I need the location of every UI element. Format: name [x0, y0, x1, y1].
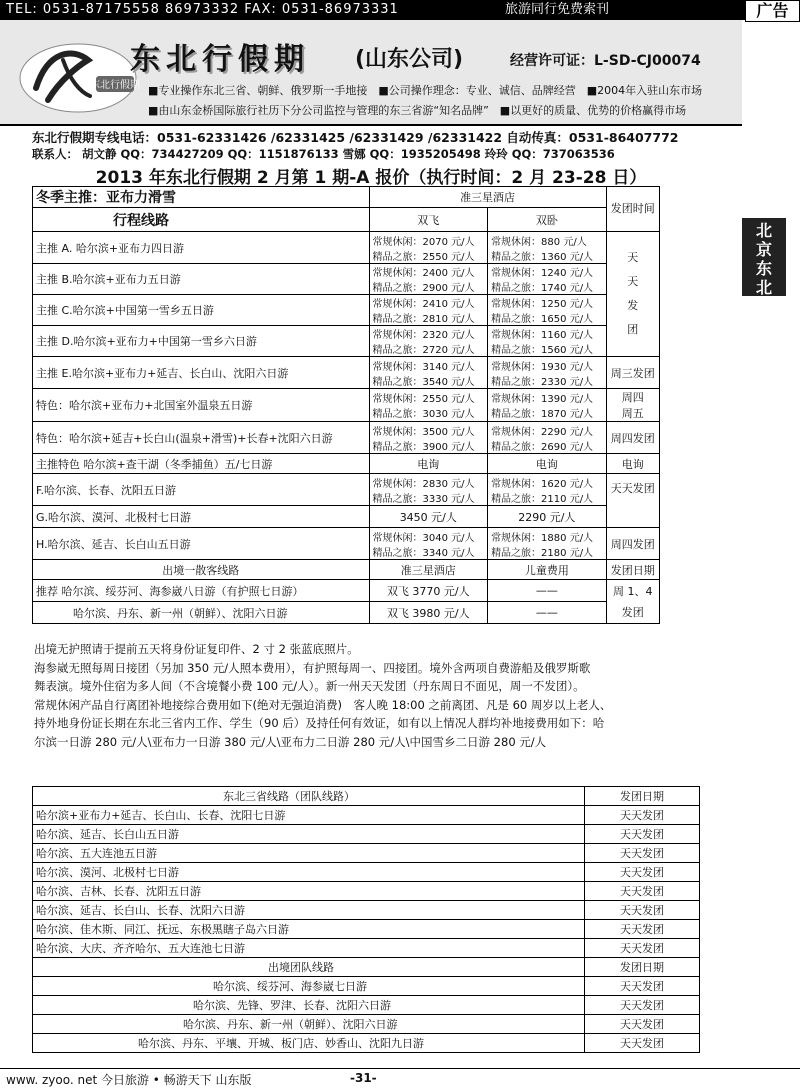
side-tab: [742, 218, 786, 296]
depart-date-header: 发团日期: [606, 560, 659, 580]
route-name: 主推 A. 哈尔滨+亚布力四日游: [33, 232, 370, 264]
fax-tel: TEL: 0531-87175558 86973332 FAX: 0531-86973331: [6, 2, 399, 17]
footer-site: www. zyoo. net 今日旅游 • 畅游天下 山东版: [6, 1073, 252, 1087]
shuangfei-header: 双飞: [369, 208, 488, 232]
route-name: 哈尔滨、延吉、长白山、长春、沈阳六日游: [33, 901, 585, 920]
route-name: 主推 E.哈尔滨+亚布力+延吉、长白山、沈阳六日游: [33, 357, 370, 389]
depart-day: 天天发团: [585, 806, 700, 825]
depart-day: 发团: [606, 602, 659, 624]
note-line: 尔滨一日游 280 元/人\亚布力一日游 380 元/人\亚布力二日游 280 元/人\中国雪乡二日游 280 元/人: [34, 734, 547, 749]
side-tab-char: 东: [755, 259, 772, 278]
contacts: 联系人： 胡文静 QQ：734427209 QQ：1151876133 雪娜 QQ：1935205498 玲玲 QQ：737063536: [32, 147, 615, 161]
route-name: H.哈尔滨、延吉、长白山五日游: [33, 528, 370, 560]
sleeper-price: 常规休闲：1160 元/人 精品之旅：1560 元/人: [488, 326, 607, 357]
outbound-group-header: 出境团队线路: [33, 958, 585, 977]
page-number: -31-: [350, 1071, 377, 1085]
daily-departure: 天 天 发 团: [606, 232, 659, 357]
flight-price: 常规休闲：2070 元/人 精品之旅：2550 元/人: [369, 232, 488, 264]
winter-main: 冬季主推：亚布力滑雪: [33, 187, 370, 208]
flight-price: 常规休闲：2410 元/人 精品之旅：2810 元/人: [369, 295, 488, 326]
date-header: 发团日期: [585, 958, 700, 977]
logo-text: 东北行假期: [90, 80, 140, 91]
route-name: 主推 B.哈尔滨+亚布力五日游: [33, 264, 370, 295]
license-number: 经营许可证：L-SD-CJ00074: [510, 53, 701, 69]
depart-day: 周四发团: [606, 528, 659, 560]
depart-day: 天天发团: [585, 825, 700, 844]
banner-line-2: ■由山东金桥国际旅行社历下分公司监控与管理的东三省游“知名品牌” ■以更好的质量、优势的价格赢得市场: [148, 104, 687, 117]
route-name: 哈尔滨、佳木斯、同江、抚远、东极黑瞎子岛六日游: [33, 920, 585, 939]
route-name: 哈尔滨、延吉、长白山五日游: [33, 825, 585, 844]
route-name: 哈尔滨、先锋、罗津、长春、沈阳六日游: [33, 996, 585, 1015]
sleeper-price: 常规休闲：880 元/人 精品之旅：1360 元/人: [488, 232, 607, 264]
depart-day: 天天发团: [585, 977, 700, 996]
group-header: 东北三省线路（团队线路）: [33, 787, 585, 806]
note-line: 常规休闲产品自行离团补地接综合费用如下(绝对无强迫消费) 客人晚 18:00 之前离团、凡是 60 周岁以上老人、: [34, 697, 612, 712]
depart-day: 天天发团: [585, 939, 700, 958]
depart-day: 天天发团: [585, 901, 700, 920]
depart-day: 周四发团: [606, 422, 659, 454]
flight-price: 常规休闲：3140 元/人 精品之旅：3540 元/人: [369, 357, 488, 389]
flight-price: 常规休闲：2830 元/人 精品之旅：3330 元/人: [369, 474, 488, 506]
depart-day: 周三发团: [606, 357, 659, 389]
slogan: 旅游同行免费索刊: [505, 2, 610, 17]
sleeper-price: 常规休闲：2290 元/人 精品之旅：2690 元/人: [488, 422, 607, 454]
sleeper-price: 常规休闲：1390 元/人 精品之旅：1870 元/人: [488, 389, 607, 422]
flight-price: 常规休闲：3040 元/人 精品之旅：3340 元/人: [369, 528, 488, 560]
route-name: 哈尔滨、五大连池五日游: [33, 844, 585, 863]
depart-day: 天天发团: [585, 863, 700, 882]
route-name: G.哈尔滨、漠河、北极村七日游: [33, 506, 370, 528]
sleeper-price: 常规休闲：1880 元/人 精品之旅：2180 元/人: [488, 528, 607, 560]
flight-price: 双飞 3770 元/人: [369, 580, 488, 602]
route-name: 推荐 哈尔滨、绥芬河、海参崴八日游（有护照七日游）: [33, 580, 370, 602]
shuangwo-header: 双卧: [488, 208, 607, 232]
route-name: 哈尔滨、丹东、新一州（朝鲜）、沈阳六日游: [33, 1015, 585, 1034]
outbound-header: 出境一散客线路: [33, 560, 370, 580]
route-header: 行程线路: [33, 208, 370, 232]
note-line: 舞表演。境外住宿为多人间（不含境餐小费 100 元/人）。新一州天天发团（丹东周日不面见，周一不发团）。: [34, 679, 585, 694]
depart-day: 天天发团: [606, 474, 659, 528]
route-name: 哈尔滨、丹东、平壤、开城、板门店、妙香山、沈阳九日游: [33, 1034, 585, 1053]
route-name: 特色：哈尔滨+延吉+长白山(温泉+滑雪)+长春+沈阳六日游: [33, 422, 370, 454]
group-route-table: [32, 786, 700, 1053]
route-name: 哈尔滨、绥芬河、海参崴七日游: [33, 977, 585, 996]
flight-price: 常规休闲：3500 元/人 精品之旅：3900 元/人: [369, 422, 488, 454]
route-name: 主推 D.哈尔滨+亚布力+中国第一雪乡六日游: [33, 326, 370, 357]
depart-day: 周 1、4: [606, 580, 659, 602]
route-name: F.哈尔滨、长春、沈阳五日游: [33, 474, 370, 506]
logo-icon: [18, 30, 143, 118]
flight-price: 电询: [369, 454, 488, 474]
depart-day: 天天发团: [585, 844, 700, 863]
note-line: 出境无护照请于提前五天将身份证复印件、2 寸 2 张蓝底照片。: [34, 642, 359, 656]
branch-name: (山东公司): [355, 47, 464, 72]
depart-day: 天天发团: [585, 882, 700, 901]
side-tab-char: 北: [755, 221, 772, 240]
outbound-hotel: 准三星酒店: [369, 560, 488, 580]
sleeper-price: 常规休闲：1240 元/人 精品之旅：1740 元/人: [488, 264, 607, 295]
sleeper-price: 常规休闲：1620 元/人 精品之旅：2110 元/人: [488, 474, 607, 506]
note-line: 海参崴无照每周日接团（另加 350 元/人照本费用），有护照每周一、四接团。境外含两项自费游船及俄罗斯歌: [34, 660, 591, 675]
route-name: 哈尔滨、吉林、长春、沈阳五日游: [33, 882, 585, 901]
depart-day: 天天发团: [585, 1034, 700, 1053]
route-name: 哈尔滨+亚布力+延吉、长白山、长春、沈阳七日游: [33, 806, 585, 825]
route-name: 主推特色 哈尔滨+查干湖（冬季捕鱼）五/七日游: [33, 454, 370, 474]
hotline: 东北行假期专线电话：0531-62331426 /62331425 /62331429 /62331422 自动传真：0531-86407772: [32, 130, 679, 145]
date-header: 发团日期: [585, 787, 700, 806]
route-name: 哈尔滨、漠河、北极村七日游: [33, 863, 585, 882]
side-tab-char: 北: [755, 278, 772, 297]
sleeper-price: 常规休闲：1250 元/人 精品之旅：1650 元/人: [488, 295, 607, 326]
depart-header: 发团时间: [606, 187, 659, 232]
sleeper-price: 常规休闲：1930 元/人 精品之旅：2330 元/人: [488, 357, 607, 389]
top-bar: [0, 0, 800, 20]
depart-day: 天天发团: [585, 1015, 700, 1034]
banner: [0, 20, 742, 126]
route-name: 哈尔滨、大庆、齐齐哈尔、五大连池七日游: [33, 939, 585, 958]
side-tab-char: 京: [755, 240, 772, 259]
depart-day: 天天发团: [585, 996, 700, 1015]
flight-price: 3450 元/人: [369, 506, 488, 528]
child-fee: ——: [488, 580, 607, 602]
banner-line-1: ■专业操作东北三省、朝鲜、俄罗斯一手地接 ■公司操作理念：专业、诚信、品牌经营 ■2004年入驻山东市场: [148, 84, 703, 97]
route-name: 主推 C.哈尔滨+中国第一雪乡五日游: [33, 295, 370, 326]
hotel-header: 准三星酒店: [369, 187, 606, 208]
price-table: [32, 186, 660, 624]
flight-price: 常规休闲：2320 元/人 精品之旅：2720 元/人: [369, 326, 488, 357]
child-fee-header: 儿童费用: [488, 560, 607, 580]
footer: [0, 1068, 800, 1088]
child-fee: ——: [488, 602, 607, 624]
flight-price: 常规休闲：2400 元/人 精品之旅：2900 元/人: [369, 264, 488, 295]
flight-price: 常规休闲：2550 元/人 精品之旅：3030 元/人: [369, 389, 488, 422]
route-name: 哈尔滨、丹东、新一州（朝鲜）、沈阳六日游: [33, 602, 370, 624]
depart-day: 电询: [606, 454, 659, 474]
flight-price: 双飞 3980 元/人: [369, 602, 488, 624]
brand-name: 东北行假期: [130, 42, 310, 77]
page-title: 2013 年东北行假期 2 月第 1 期-A 报价（执行时间：2 月 23-28 日）: [95, 168, 647, 188]
sleeper-price: 电询: [488, 454, 607, 474]
note-line: 持外地身份证长期在东北三省内工作、学生（90 后）及持任何有效证，如有以上情况人群均补地接费用如下：哈: [34, 716, 605, 731]
route-name: 特色：哈尔滨+亚布力+北国室外温泉五日游: [33, 389, 370, 422]
ad-label: 广告: [745, 0, 800, 22]
sleeper-price: 2290 元/人: [488, 506, 607, 528]
depart-day: 天天发团: [585, 920, 700, 939]
notes: [34, 640, 694, 752]
depart-day: 周四 周五: [606, 389, 659, 422]
